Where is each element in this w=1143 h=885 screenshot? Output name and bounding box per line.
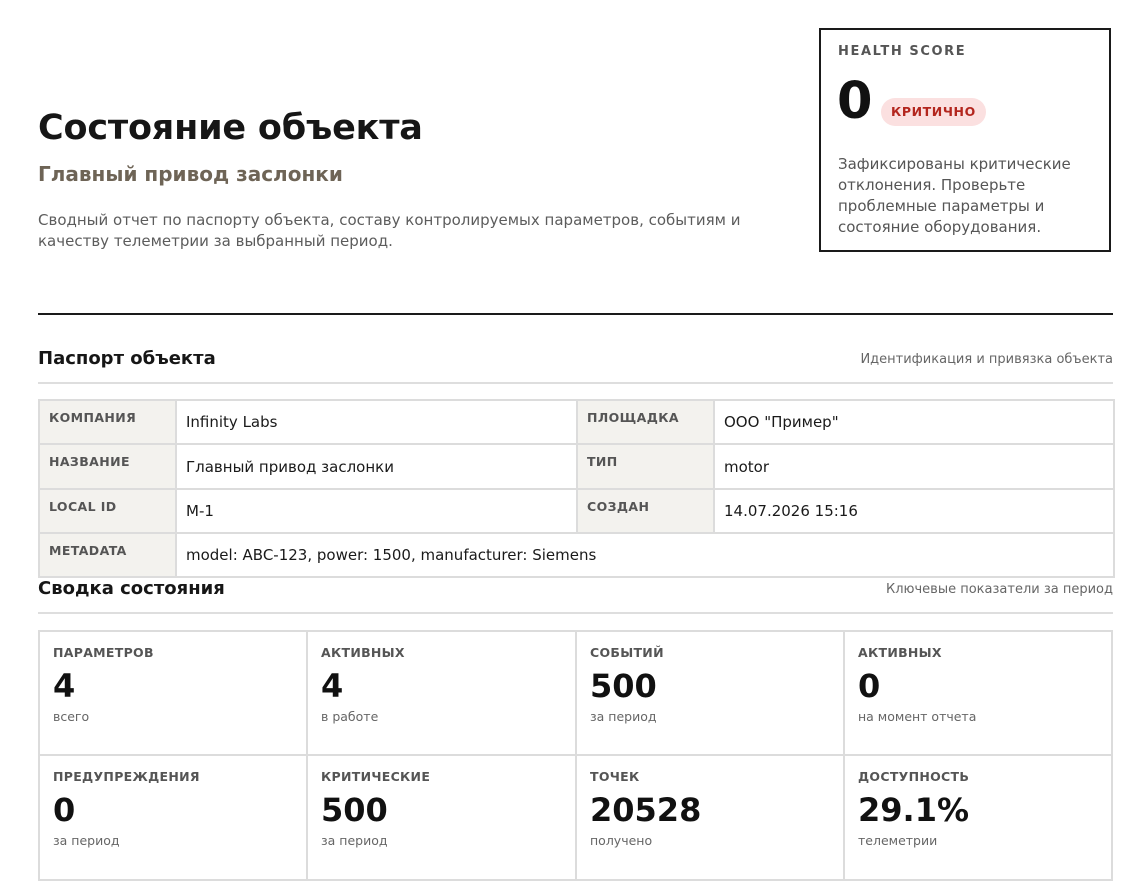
passport-key: ТИП xyxy=(577,444,714,489)
stat-label: АКТИВНЫХ xyxy=(858,645,942,660)
stat-label: АКТИВНЫХ xyxy=(321,645,405,660)
passport-value: motor xyxy=(714,444,1114,489)
stat-label: ДОСТУПНОСТЬ xyxy=(858,769,970,784)
passport-section-rule xyxy=(38,382,1113,384)
stat-caption: телеметрии xyxy=(858,833,938,848)
stat-value: 4 xyxy=(53,667,76,705)
stat-caption: за период xyxy=(53,833,120,848)
passport-row xyxy=(39,489,1114,533)
summary-section-note: Ключевые показатели за период xyxy=(886,582,1113,597)
stat-card-active-events xyxy=(845,632,1111,756)
summary-stats-grid xyxy=(38,630,1113,881)
page-description: Сводный отчет по паспорту объекта, составу контролируемых параметров, событиям и качеству телеметрии за выбранный период. xyxy=(38,211,741,250)
stat-card-availability xyxy=(845,756,1111,879)
stat-card-warnings xyxy=(40,756,308,879)
stat-label: ТОЧЕК xyxy=(590,769,640,784)
stat-label: СОБЫТИЙ xyxy=(590,645,664,660)
summary-section-rule xyxy=(38,612,1113,614)
passport-value: 14.07.2026 15:16 xyxy=(714,489,1114,533)
health-status-badge: КРИТИЧНО xyxy=(881,98,986,126)
health-score-message: Зафиксированы критические отклонения. Проверьте проблемные параметры и состояние оборудования. xyxy=(838,155,1071,236)
health-score-value: 0 xyxy=(837,72,873,131)
passport-row xyxy=(39,444,1114,489)
page-title: Состояние объекта xyxy=(38,108,423,148)
passport-value: M-1 xyxy=(176,489,577,533)
stat-caption: за период xyxy=(590,709,657,724)
passport-key: METADATA xyxy=(39,533,176,577)
passport-row xyxy=(39,400,1114,444)
stat-card-critical xyxy=(308,756,577,879)
stat-card-events xyxy=(577,632,845,756)
passport-value: Infinity Labs xyxy=(176,400,577,444)
stat-value: 4 xyxy=(321,667,344,705)
stat-caption: на момент отчета xyxy=(858,709,977,724)
summary-section-header xyxy=(38,578,1113,608)
passport-section-note: Идентификация и привязка объекта xyxy=(860,352,1113,367)
passport-key: ПЛОЩАДКА xyxy=(577,400,714,444)
stat-caption: за период xyxy=(321,833,388,848)
passport-table xyxy=(38,399,1115,578)
passport-section-title: Паспорт объекта xyxy=(38,348,216,369)
stat-value: 500 xyxy=(590,667,657,705)
passport-value: ООО "Пример" xyxy=(714,400,1114,444)
header-divider xyxy=(38,313,1113,315)
stat-label: ПАРАМЕТРОВ xyxy=(53,645,154,660)
passport-key: LOCAL ID xyxy=(39,489,176,533)
stat-label: ПРЕДУПРЕЖДЕНИЯ xyxy=(53,769,200,784)
stat-value: 29.1% xyxy=(858,791,970,829)
summary-section-title: Сводка состояния xyxy=(38,578,225,599)
passport-key: НАЗВАНИЕ xyxy=(39,444,176,489)
stat-value: 500 xyxy=(321,791,388,829)
passport-key: КОМПАНИЯ xyxy=(39,400,176,444)
passport-value: Главный привод заслонки xyxy=(176,444,577,489)
stat-card-active-parameters xyxy=(308,632,577,756)
stat-value: 0 xyxy=(858,667,881,705)
stat-caption: всего xyxy=(53,709,90,724)
stat-card-points xyxy=(577,756,845,879)
passport-row xyxy=(39,533,1114,577)
passport-key: СОЗДАН xyxy=(577,489,714,533)
stat-card-parameters xyxy=(40,632,308,756)
health-score-label: HEALTH SCORE xyxy=(838,44,967,59)
stat-value: 0 xyxy=(53,791,76,829)
stat-value: 20528 xyxy=(590,791,702,829)
page-subtitle: Главный привод заслонки xyxy=(38,162,343,186)
health-score-card xyxy=(819,28,1111,252)
stat-caption: получено xyxy=(590,833,653,848)
stat-label: КРИТИЧЕСКИЕ xyxy=(321,769,431,784)
passport-section-header xyxy=(38,348,1113,378)
passport-value: model: ABC-123, power: 1500, manufacturer: Siemens xyxy=(176,533,1114,577)
stat-caption: в работе xyxy=(321,709,379,724)
